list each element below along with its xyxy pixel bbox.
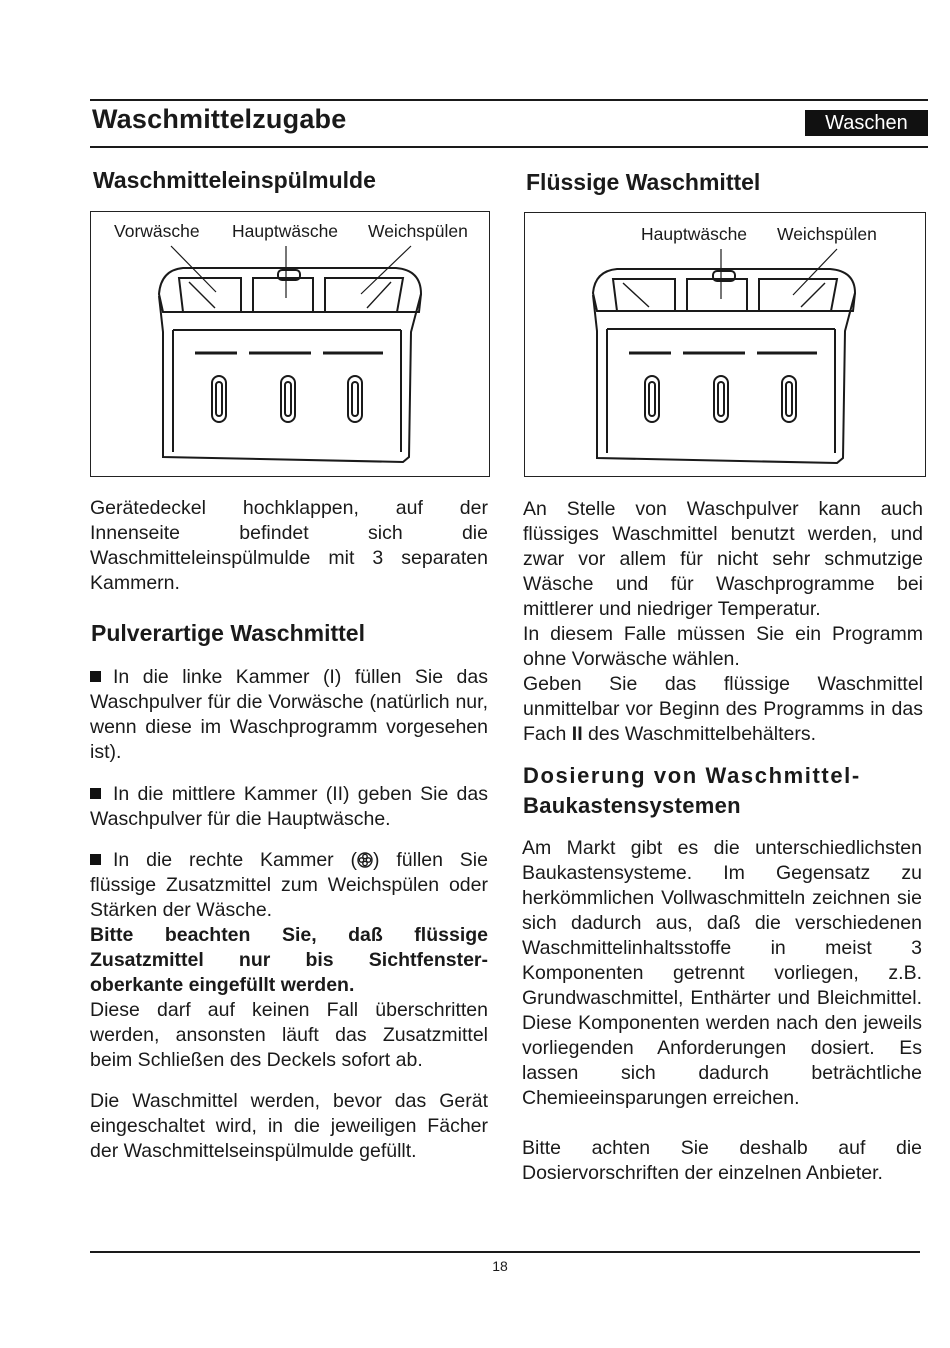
bullet-3-text-b: ) füllen Sie flüssige Zusatzmittel zum Weichspülen oder Stärken der Wäsche.	[90, 849, 488, 921]
notice-bold: Bitte beachten Sie, daß flüssige Zusatzmittel nur bis Sichtfenster-oberkante eingefüllt werden.	[90, 924, 488, 996]
dispenser-heading: Waschmitteleinspülmulde	[93, 167, 376, 193]
label-prewash: Vorwäsche	[114, 221, 200, 241]
liquid-heading: Flüssige Waschmittel	[526, 169, 761, 195]
compartment-number: II	[571, 723, 583, 745]
dosing-heading	[523, 761, 923, 821]
bullet-3-text-a: In die rechte Kammer (	[113, 849, 358, 871]
page-title: Waschmittelzugabe	[92, 104, 347, 134]
liquid-paragraph-3-a: Geben Sie das flüssige Waschmittel unmittelbar vor Beginn des Programms in das Fach	[523, 673, 923, 745]
dosing-heading-line-1: Dosierung von Waschmittel-	[523, 763, 861, 788]
bullet-2-text: In die mittlere Kammer (II) geben Sie das Waschpulver für die Hauptwäsche.	[90, 783, 488, 830]
dispenser-drawing	[91, 212, 491, 478]
bullet-square-icon	[90, 854, 101, 865]
flower-symbol-icon	[357, 852, 373, 868]
powder-heading: Pulverartige Waschmittel	[91, 620, 365, 646]
bullet-1-text: In die linke Kammer (I) füllen Sie das Waschpulver für die Vorwäsche (natürlich nur, wenn diese im Waschprogramm vorgesehen ist).	[90, 666, 488, 763]
closing-paragraph: Die Waschmittel werden, bevor das Gerät eingeschaltet wird, in die jeweiligen Fächer der Waschmittelseinspülmulde gefüllt.	[90, 1090, 488, 1162]
label-softener: Weichspülen	[777, 224, 877, 244]
bullet-square-icon	[90, 671, 101, 682]
bullet-item-2	[90, 782, 488, 832]
intro-paragraph: Gerätedeckel hochklappen, auf der Innenseite befindet sich die Waschmitteleinspülmulde mit 3 separaten Kammern.	[90, 497, 488, 594]
liquid-paragraph-2: In diesem Falle müssen Sie ein Programm ohne Vorwäsche wählen.	[523, 623, 923, 670]
dispenser-figure	[90, 211, 490, 477]
liquid-dispenser-figure	[524, 212, 926, 477]
header-top-rule	[90, 99, 928, 101]
label-mainwash: Hauptwäsche	[232, 221, 339, 241]
label-mainwash: Hauptwäsche	[641, 224, 748, 244]
liquid-paragraph-1: An Stelle von Waschpulver kann auch flüssiges Waschmittel benutzt werden, und zwar vor allem für nicht sehr schmutzige Wäsche und für Waschprogramme bei mittlerer und niedriger Temperatur.	[523, 498, 923, 620]
bullet-item-3	[90, 848, 488, 1073]
bullet-item-1	[90, 665, 488, 765]
header-bottom-rule	[90, 146, 928, 148]
section-tag: Waschen	[805, 110, 928, 136]
page-number: 18	[492, 1258, 508, 1274]
liquid-dispenser-drawing	[525, 213, 927, 478]
liquid-paragraph-3	[523, 672, 923, 747]
dosing-heading-line-2: Baukastensystemen	[523, 793, 741, 818]
bullet-square-icon	[90, 788, 101, 799]
notice-rest: Diese darf auf keinen Fall überschritten werden, ansonsten läuft das Zusatzmittel beim Schließen des Deckels sofort ab.	[90, 999, 488, 1071]
dosing-paragraph-1: Am Markt gibt es die unterschiedlichsten Baukastensysteme. Im Gegensatz zu herkömmlichen Vollwaschmitteln zeichnen sie sich dadurch aus, daß die verschiedenen Waschmittelinhaltsstoffe in meist 3 Komponenten getrennt vorliegen, z.B. Grundwaschmittel, Enthärter und Bleichmittel. Diese Komponenten werden nach den jeweils vorliegenden Anforderungen dosiert. Es lassen sich dadurch beträchtliche Chemieeinsparungen erreichen.	[522, 837, 922, 1109]
dosing-paragraph-2: Bitte achten Sie deshalb auf die Dosiervorschriften der einzelnen Anbieter.	[522, 1137, 922, 1184]
footer-rule	[90, 1251, 920, 1253]
label-softener: Weichspülen	[368, 221, 468, 241]
liquid-paragraph-3-b: des Waschmittelbehälters.	[582, 723, 816, 745]
